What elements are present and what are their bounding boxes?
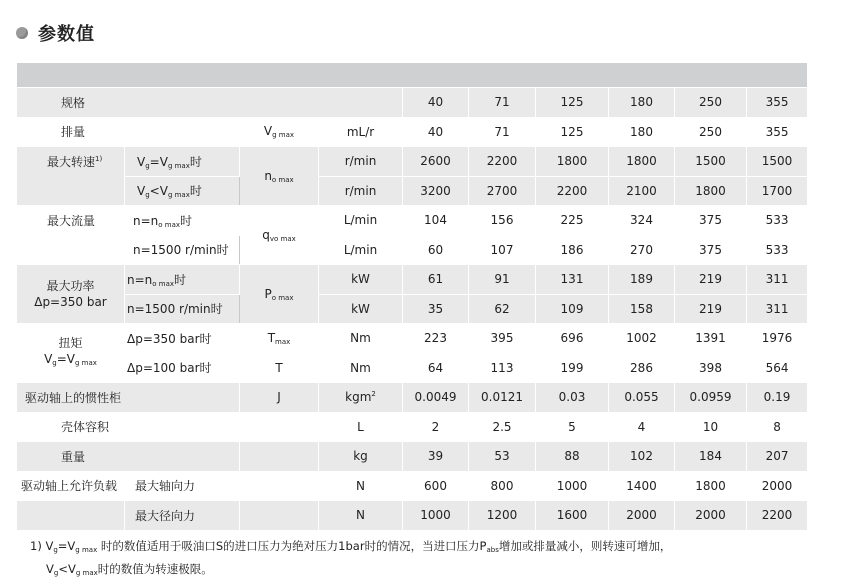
column-header: 125	[536, 88, 609, 118]
unit-cell: kg	[319, 442, 403, 472]
value-cell: 10	[675, 412, 747, 442]
value-cell: 40	[403, 117, 469, 147]
value-cell: 2000	[747, 471, 808, 501]
table-row-max-speed-2	[17, 176, 808, 206]
value-cell: 1002	[609, 324, 675, 354]
value-cell: 219	[675, 265, 747, 295]
condition-cell: 最大轴向力	[125, 471, 240, 501]
symbol-cell: J	[240, 383, 319, 413]
value-cell: 1000	[536, 471, 609, 501]
unit-cell: L/min	[319, 235, 403, 265]
condition-cell: 最大径向力	[125, 501, 240, 531]
condition-cell: n=1500 r/min时	[125, 235, 240, 265]
row-label-empty	[17, 501, 125, 531]
value-cell: 180	[609, 117, 675, 147]
column-header: 40	[403, 88, 469, 118]
value-cell: 250	[675, 117, 747, 147]
value-cell: 0.0959	[675, 383, 747, 413]
page-title: 参数值	[38, 24, 95, 45]
value-cell: 109	[536, 294, 609, 324]
value-cell: 2.5	[469, 412, 536, 442]
unit-cell: r/min	[319, 176, 403, 206]
symbol-cell	[240, 471, 319, 501]
condition-cell: n=1500 r/min时	[125, 294, 240, 324]
unit-cell: kW	[319, 265, 403, 295]
table-row-torque-2	[17, 353, 808, 383]
row-label: 最大功率 Δp=350 bar	[17, 265, 125, 324]
condition-cell: $n=n_{o max}$时	[125, 206, 240, 236]
symbol-cell	[240, 501, 319, 531]
row-label: 驱动轴上允许负载	[17, 471, 125, 501]
table-row-case-volume	[17, 412, 808, 442]
value-cell: 1800	[675, 176, 747, 206]
value-cell: 0.19	[747, 383, 808, 413]
value-cell: 375	[675, 235, 747, 265]
value-cell: 62	[469, 294, 536, 324]
value-cell: 104	[403, 206, 469, 236]
value-cell: 0.03	[536, 383, 609, 413]
value-cell: 0.055	[609, 383, 675, 413]
value-cell: 60	[403, 235, 469, 265]
unit-cell: N	[319, 501, 403, 531]
row-label: 规格	[17, 88, 403, 118]
value-cell: 1400	[609, 471, 675, 501]
value-cell: 8	[747, 412, 808, 442]
footnote-line-2: $V_g<V_{g max}$时的数值为转速极限。	[46, 562, 213, 577]
condition-cell: Δp=100 bar时	[125, 353, 240, 383]
value-cell: 107	[469, 235, 536, 265]
symbol-cell	[240, 412, 319, 442]
row-label: 壳体容积	[17, 412, 240, 442]
value-cell: 1800	[675, 471, 747, 501]
row-label: 最大转速$^{1)}$	[17, 147, 125, 206]
value-cell: 158	[609, 294, 675, 324]
value-cell: 53	[469, 442, 536, 472]
column-header: 71	[469, 88, 536, 118]
value-cell: 88	[536, 442, 609, 472]
table-row-max-power-1	[17, 265, 808, 295]
condition-cell: Δp=350 bar时	[125, 324, 240, 354]
row-label: 重量	[17, 442, 240, 472]
symbol-cell: $T_{max}$	[240, 324, 319, 354]
value-cell: 39	[403, 442, 469, 472]
value-cell: 219	[675, 294, 747, 324]
column-header: 250	[675, 88, 747, 118]
value-cell: 696	[536, 324, 609, 354]
value-cell: 2000	[675, 501, 747, 531]
bullet-icon	[16, 27, 28, 39]
value-cell: 2	[403, 412, 469, 442]
unit-cell: kW	[319, 294, 403, 324]
value-cell: 1500	[747, 147, 808, 177]
value-cell: 131	[536, 265, 609, 295]
value-cell: 311	[747, 265, 808, 295]
value-cell: 1500	[675, 147, 747, 177]
condition-cell: $n=n_{o max}$时	[125, 265, 240, 295]
value-cell: 0.0049	[403, 383, 469, 413]
value-cell: 113	[469, 353, 536, 383]
value-cell: 1391	[675, 324, 747, 354]
value-cell: 1000	[403, 501, 469, 531]
value-cell: 35	[403, 294, 469, 324]
symbol-cell	[240, 442, 319, 472]
value-cell: 533	[747, 235, 808, 265]
condition-cell: $V_g=V_{g max}$时	[125, 147, 240, 177]
value-cell: 102	[609, 442, 675, 472]
condition-cell: $V_g<V_{g max}$时	[125, 176, 240, 206]
table-row-max-flow-2	[17, 235, 808, 265]
value-cell: 186	[536, 235, 609, 265]
table-row-spec	[17, 88, 808, 118]
table-row-torque-1	[17, 324, 808, 354]
row-label: 驱动轴上的惯性柜	[17, 383, 240, 413]
value-cell: 2700	[469, 176, 536, 206]
symbol-cell: $P_{o max}$	[240, 265, 319, 324]
value-cell: 1700	[747, 176, 808, 206]
row-label: 最大流量	[17, 206, 125, 265]
unit-cell: N	[319, 471, 403, 501]
value-cell: 189	[609, 265, 675, 295]
unit-cell: Nm	[319, 353, 403, 383]
value-cell: 324	[609, 206, 675, 236]
value-cell: 800	[469, 471, 536, 501]
value-cell: 2200	[469, 147, 536, 177]
table-row-weight	[17, 442, 808, 472]
value-cell: 3200	[403, 176, 469, 206]
value-cell: 61	[403, 265, 469, 295]
value-cell: 184	[675, 442, 747, 472]
value-cell: 2600	[403, 147, 469, 177]
table-row-displacement	[17, 117, 808, 147]
value-cell: 225	[536, 206, 609, 236]
value-cell: 270	[609, 235, 675, 265]
value-cell: 0.0121	[469, 383, 536, 413]
unit-cell: L/min	[319, 206, 403, 236]
value-cell: 2200	[536, 176, 609, 206]
row-label: 排量	[17, 117, 240, 147]
value-cell: 355	[747, 117, 808, 147]
value-cell: 91	[469, 265, 536, 295]
footnote-line-1: 1) $V_g=V_{g max}$ 时的数值适用于吸油口S的进口压力为绝对压力1bar时的情况，当进口压力$P_{abs}$增加或排量减小，则转速可增加，	[30, 539, 672, 554]
value-cell: 533	[747, 206, 808, 236]
table-header-band	[17, 63, 808, 88]
column-header: 355	[747, 88, 808, 118]
unit-cell: kgm$^2$	[319, 383, 403, 413]
symbol-cell: $n_{o max}$	[240, 147, 319, 206]
table-row-load-2	[17, 501, 808, 531]
table-row-inertia	[17, 383, 808, 413]
value-cell: 286	[609, 353, 675, 383]
value-cell: 564	[747, 353, 808, 383]
symbol-cell: T	[240, 353, 319, 383]
table-row-max-speed-1	[17, 147, 808, 177]
value-cell: 375	[675, 206, 747, 236]
value-cell: 1800	[536, 147, 609, 177]
table-row-max-flow-1	[17, 206, 808, 236]
section-header	[16, 18, 95, 48]
table-row-max-power-2	[17, 294, 808, 324]
value-cell: 71	[469, 117, 536, 147]
unit-cell: r/min	[319, 147, 403, 177]
value-cell: 223	[403, 324, 469, 354]
symbol-cell: $V_{g max}$	[240, 117, 319, 147]
row-label: 扭矩 $V_g=V_{g max}$	[17, 324, 125, 383]
value-cell: 1800	[609, 147, 675, 177]
value-cell: 2100	[609, 176, 675, 206]
symbol-cell: $q_{vo max}$	[240, 206, 319, 265]
unit-cell: mL/r	[319, 117, 403, 147]
value-cell: 600	[403, 471, 469, 501]
parameter-table	[16, 62, 808, 531]
value-cell: 1600	[536, 501, 609, 531]
value-cell: 1976	[747, 324, 808, 354]
value-cell: 2200	[747, 501, 808, 531]
value-cell: 4	[609, 412, 675, 442]
unit-cell: Nm	[319, 324, 403, 354]
value-cell: 64	[403, 353, 469, 383]
value-cell: 125	[536, 117, 609, 147]
value-cell: 1200	[469, 501, 536, 531]
value-cell: 395	[469, 324, 536, 354]
value-cell: 199	[536, 353, 609, 383]
value-cell: 2000	[609, 501, 675, 531]
value-cell: 156	[469, 206, 536, 236]
value-cell: 311	[747, 294, 808, 324]
value-cell: 398	[675, 353, 747, 383]
unit-cell: L	[319, 412, 403, 442]
value-cell: 5	[536, 412, 609, 442]
table-row-load-1	[17, 471, 808, 501]
column-header: 180	[609, 88, 675, 118]
value-cell: 207	[747, 442, 808, 472]
